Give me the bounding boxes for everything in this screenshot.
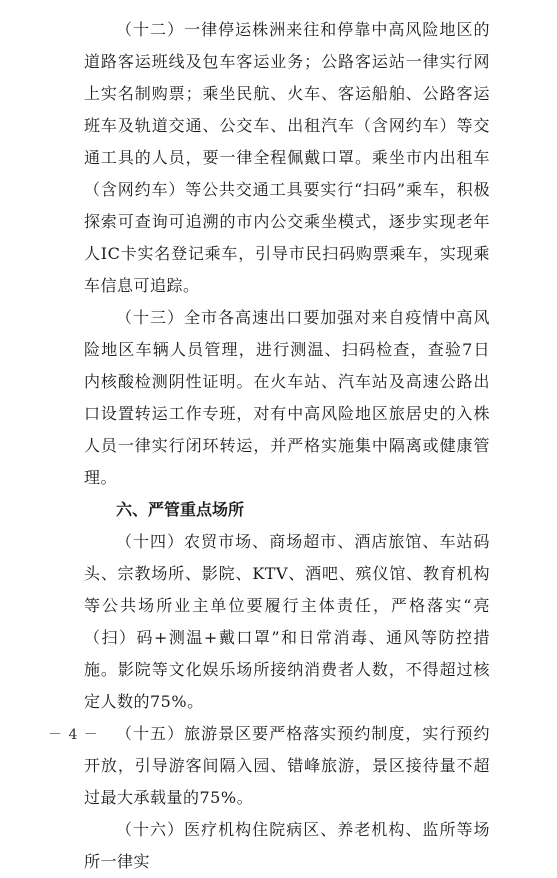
paragraph-15: （十五）旅游景区要严格落实预约制度，实行预约开放，引导游客间隔入园、错峰旅游，景区接待量不超过最大承载量的75%。 (84, 724, 490, 807)
section-heading: 六、严管重点场所 (116, 500, 245, 519)
document-body (84, 14, 490, 878)
page-number: － 4 － (48, 727, 99, 743)
paragraph-14: （十四）农贸市场、商场超市、酒店旅馆、车站码头、宗教场所、影院、KTV、酒吧、殡仪馆、教育机构等公共场所业主单位要履行主体责任，严格落实“亮（扫）码+测温+戴口罩”和日常消毒、通风等防控措施。影院等文化娱乐场所接纳消费者人数，不得超过核定人数的75%。 (84, 532, 490, 711)
paragraph-12: （十二）一律停运株洲来往和停靠中高风险地区的道路客运班线及包车客运业务；公路客运站一律实行网上实名制购票；乘坐民航、火车、客运船舶、公路客运班车及轨道交通、公交车、出租汽车（含网约车）等交通工具的人员，要一律全程佩戴口罩。乘坐市内出租车（含网约车）等公共交通工具要实行“扫码”乘车，积极探索可查询可追溯的市内公交乘坐模式，逐步实现老年人IC卡实名登记乘车，引导市民扫码购票乘车，实现乘车信息可追踪。 (84, 20, 490, 295)
paragraph-13: （十三）全市各高速出口要加强对来自疫情中高风险地区车辆人员管理，进行测温、扫码检查，查验7日内核酸检测阴性证明。在火车站、汽车站及高速公路出口设置转运工作专班，对有中高风险地区旅居史的入株人员一律实行闭环转运，并严格实施集中隔离或健康管理。 (84, 308, 490, 487)
paragraph-16: （十六）医疗机构住院病区、养老机构、监所等场所一律实 (84, 820, 490, 871)
